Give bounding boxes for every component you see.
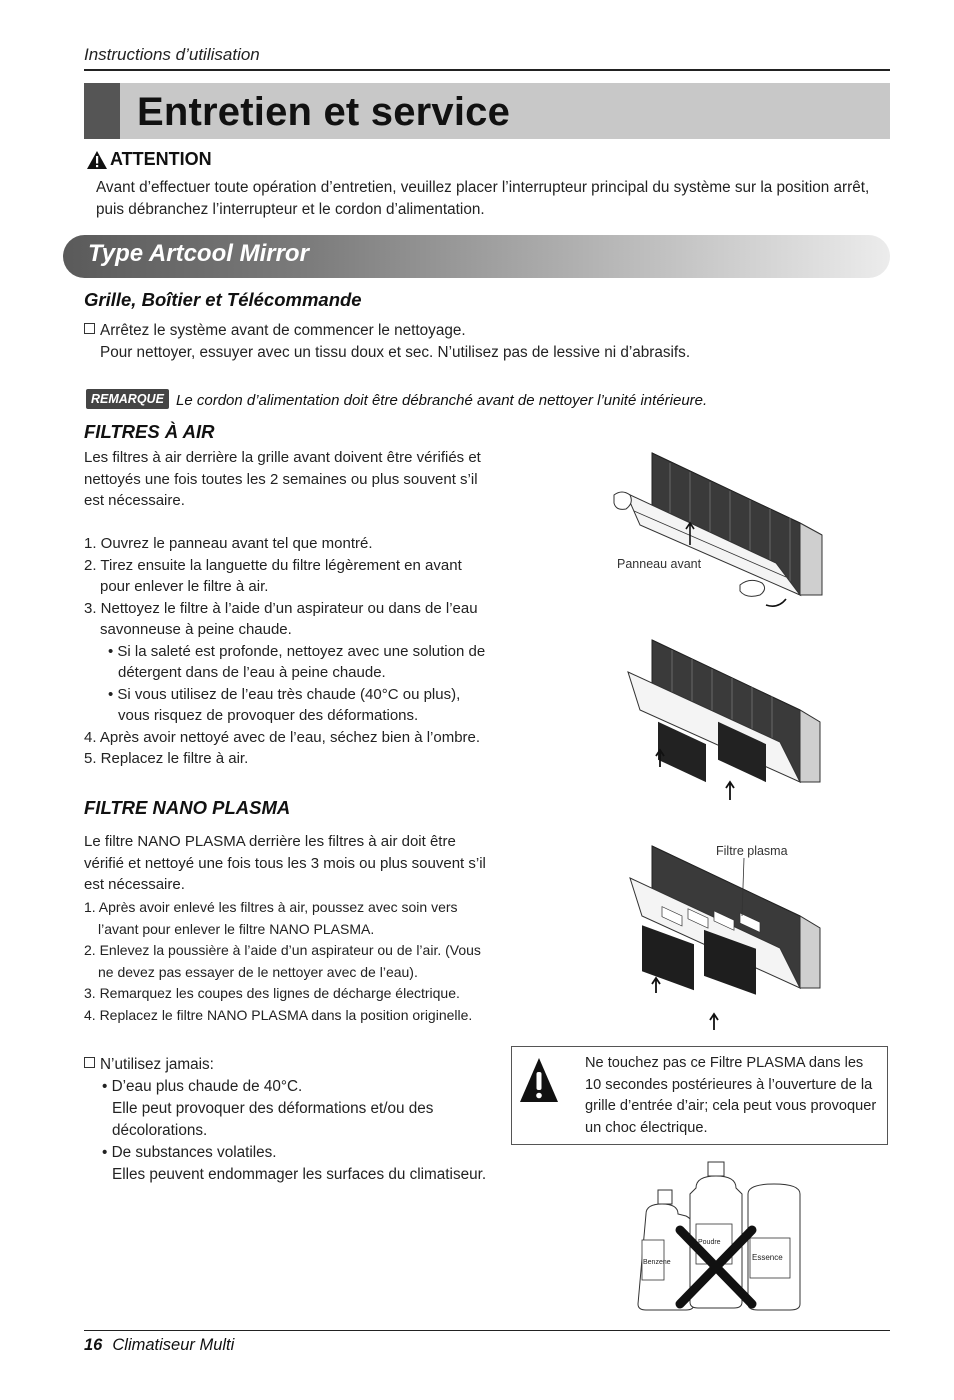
grille-text <box>84 320 844 364</box>
filtres-air-intro: Les filtres à air derrière la grille avant doivent être vérifiés et nettoyés une fois toutes les 2 semaines ou plus souvent s’il est nécessaire. <box>84 449 481 509</box>
attention-heading: ATTENTION <box>110 149 212 169</box>
footer <box>84 1336 234 1355</box>
list-item: Elle peut provoquer des déformations et/ou des décolorations. <box>112 1100 434 1139</box>
warning-triangle-icon <box>86 150 108 170</box>
never-lead: N’utilisez jamais: <box>100 1056 214 1073</box>
list-item: 2. Enlevez la poussière à l’aide d’un aspirateur ou de l’air. (Vous ne devez pas essayer de le nettoyer avec de l’eau). <box>84 942 481 980</box>
filtres-air-heading: FILTRES À AIR <box>84 421 215 442</box>
list-item: 2. Tirez ensuite la languette du filtre légèrement en avant pour enlever le filtre à air. <box>84 556 462 595</box>
footer-rule <box>84 1330 890 1331</box>
list-item: • D’eau plus chaude de 40°C. <box>102 1078 303 1095</box>
filtres-air-steps <box>84 533 494 770</box>
remarque-text: Le cordon d’alimentation doit être débranché avant de nettoyer l’unité intérieure. <box>176 392 708 409</box>
checkbox-bullet-icon <box>84 1057 95 1068</box>
list-item: • Si la saleté est profonde, nettoyez avec une solution de détergent dans de l’eau à peine chaude. <box>108 642 486 681</box>
list-item: 3. Remarquez les coupes des lignes de décharge électrique. <box>84 985 460 1001</box>
remarque-badge: REMARQUE <box>86 389 169 409</box>
grille-heading: Grille, Boîtier et Télécommande <box>84 289 362 310</box>
bottle-label-benzene: Benzene <box>643 1259 671 1266</box>
list-item: 4. Replacez le filtre NANO PLASMA dans la position originelle. <box>84 1006 473 1023</box>
header-rule <box>84 69 890 71</box>
checkbox-bullet-icon <box>84 323 95 334</box>
list-item: 5. Replacez le filtre à air. <box>84 750 249 767</box>
page-title: Entretien et service <box>137 90 511 134</box>
illustration-volatile-substances <box>636 1158 812 1312</box>
illustration-open-panel <box>600 445 830 615</box>
illustration-plasma-filter <box>622 838 832 1038</box>
attention-body: Avant d’effectuer toute opération d’entretien, veuillez placer l’interrupteur principal du système sur la position arrêt, puis débranchez l’interrupteur et le cordon d’alimentation. <box>96 179 870 218</box>
page-number: 16 <box>84 1336 103 1354</box>
list-item: 3. Nettoyez le filtre à l’aide d’un aspirateur ou dans de l’eau savonneuse à peine chaude. <box>84 599 478 638</box>
never-use-block <box>84 1054 494 1186</box>
bottle-label-poudre: Poudre <box>698 1239 721 1246</box>
running-header: Instructions d’utilisation <box>84 45 260 64</box>
illustration-remove-filters <box>620 632 830 807</box>
nano-heading: FILTRE NANO PLASMA <box>84 797 291 818</box>
nano-steps <box>84 897 494 1026</box>
bottle-label-essence: Essence <box>752 1253 783 1262</box>
label-filtre-plasma: Filtre plasma <box>716 844 788 858</box>
list-item: Elles peuvent endommager les surfaces du climatiseur. <box>112 1166 487 1183</box>
grille-line-2: Pour nettoyer, essuyer avec un tissu doux et sec. N’utilisez pas de lessive ni d’abrasifs. <box>100 344 691 361</box>
list-item: • Si vous utilisez de l’eau très chaude (40°C ou plus), vous risquez de provoquer des déformations. <box>108 685 461 724</box>
grille-line-1: Arrêtez le système avant de commencer le nettoyage. <box>100 322 466 339</box>
warning-text: Ne touchez pas ce Filtre PLASMA dans les 10 secondes postérieures à l’ouverture de la grille d’entrée d’air; cela peut vous provoquer un choc électrique. <box>585 1055 877 1136</box>
title-accent-block <box>84 83 120 139</box>
list-item: 1. Après avoir enlevé les filtres à air, poussez avec soin vers l’avant pour enlever le filtre NANO PLASMA. <box>84 899 458 937</box>
list-item: 1. Ouvrez le panneau avant tel que montré. <box>84 535 373 552</box>
list-item: • De substances volatiles. <box>102 1144 277 1161</box>
danger-triangle-icon <box>518 1056 560 1104</box>
footer-title: Climatiseur Multi <box>112 1336 235 1354</box>
list-item: 4. Après avoir nettoyé avec de l’eau, séchez bien à l’ombre. <box>84 728 481 746</box>
nano-intro: Le filtre NANO PLASMA derrière les filtres à air doit être vérifié et nettoyé une fois tous les 3 mois ou plus souvent s’il est nécessaire. <box>84 833 486 893</box>
label-panneau-avant: Panneau avant <box>617 557 702 571</box>
section-title: Type Artcool Mirror <box>88 240 309 267</box>
